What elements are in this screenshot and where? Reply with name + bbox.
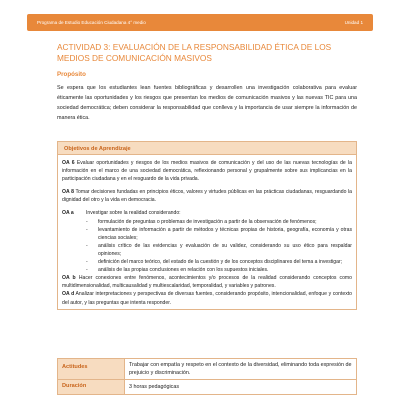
objectives-table [57, 141, 357, 310]
objectives-body [57, 155, 357, 310]
duracion-value: 3 horas pedagógicas [125, 380, 357, 395]
oa-8-text: Tomar decisiones fundadas en principios éticos, valores y virtudes públicas en las prácticas ciudadanas, resguardando la dignidad del otro y la vida en democracia. [62, 189, 352, 204]
oa-a-text: Investigar sobre la realidad considerando: [86, 210, 181, 217]
list-item: - análisis de las propias conclusiones en relación con los supuestos iniciales. [86, 267, 269, 274]
purpose-heading: Propósito [57, 71, 86, 78]
oa-b [62, 274, 352, 290]
list-item: - definición del marco teórico, del estado de la cuestión y de los conceptos disciplinares del tema a investigar; [86, 259, 343, 266]
duracion-row [57, 380, 357, 395]
actitudes-value: Trabajar con empatía y respeto en el contexto de la diversidad, eliminando toda expresión de prejuicio y discriminación. [125, 358, 357, 380]
oa-b-label: OA b [62, 275, 76, 282]
header-bar [27, 14, 373, 31]
oa-a-label: OA a [62, 210, 74, 217]
oa-a [62, 209, 352, 217]
program-title: Programa de Estudio Educación Ciudadana 4° medio [37, 19, 146, 25]
actitudes-row [57, 358, 357, 380]
oa-a-list [62, 218, 352, 275]
oa-6-label: OA 6 [62, 160, 75, 166]
actitudes-label: Actitudes [57, 358, 125, 380]
unit-label: Unidad 1 [344, 19, 363, 25]
duracion-label: Duración [57, 380, 125, 395]
oa-b-text: Hacer conexiones entre fenómenos, acontecimientos y/o procesos de la realidad considerando conceptos como multidimensionalidad, multicausalidad y multiescalaridad, temporalidad, y variables y patrones. [62, 275, 353, 290]
purpose-text: Se espera que los estudiantes lean fuentes bibliográficas y desarrollen una investigación colaborativa para evaluar éticamente las oportunidades y los riesgos que presentan los medios de comunicación masivos y las nuevas TIC para una sociedad democrática; deben considerar la responsabilidad que conlleva y la importancia de usar siempre la información de manera ética. [57, 85, 357, 121]
oa-a-content [86, 209, 352, 217]
oa-6-text: Evaluar oportunidades y riesgos de los medios masivos de comunicación y del uso de las nuevas tecnologías de la información en el marco de una sociedad democrática, reflexionando personal y grupalmente sobre sus implicancias en la participación ciudadana y en el resguardo de la vida privada. [62, 160, 352, 183]
info-table [57, 358, 357, 395]
oa-6 [62, 159, 352, 183]
activity-title: ACTIVIDAD 3: EVALUACIÓN DE LA RESPONSABILIDAD ÉTICA DE LOS MEDIOS DE COMUNICACIÓN MASIVOS [57, 42, 332, 63]
list-item: - levantamiento de información a partir de métodos y técnicas propias de historia, geografía, economía y otras ciencias sociales; [86, 226, 352, 241]
list-item: - formulación de preguntas o problemas de investigación a partir de la observación de fenómenos; [86, 218, 317, 225]
list-item: - análisis crítico de las evidencias y evaluación de su validez, considerando su uso ético para respaldar opiniones; [86, 242, 352, 257]
objectives-heading: Objetivos de Aprendizaje [57, 141, 357, 155]
oa-d-label: OA d [62, 291, 75, 298]
oa-d-text: Analizar interpretaciones y perspectivas de diversas fuentes, considerando propósito, intencionalidad, enfoque y contexto del autor, y las preguntas que intenta responder. [62, 291, 352, 306]
oa-d [62, 290, 352, 306]
oa-8-label: OA 8 [62, 189, 74, 196]
oa-8 [62, 188, 352, 204]
